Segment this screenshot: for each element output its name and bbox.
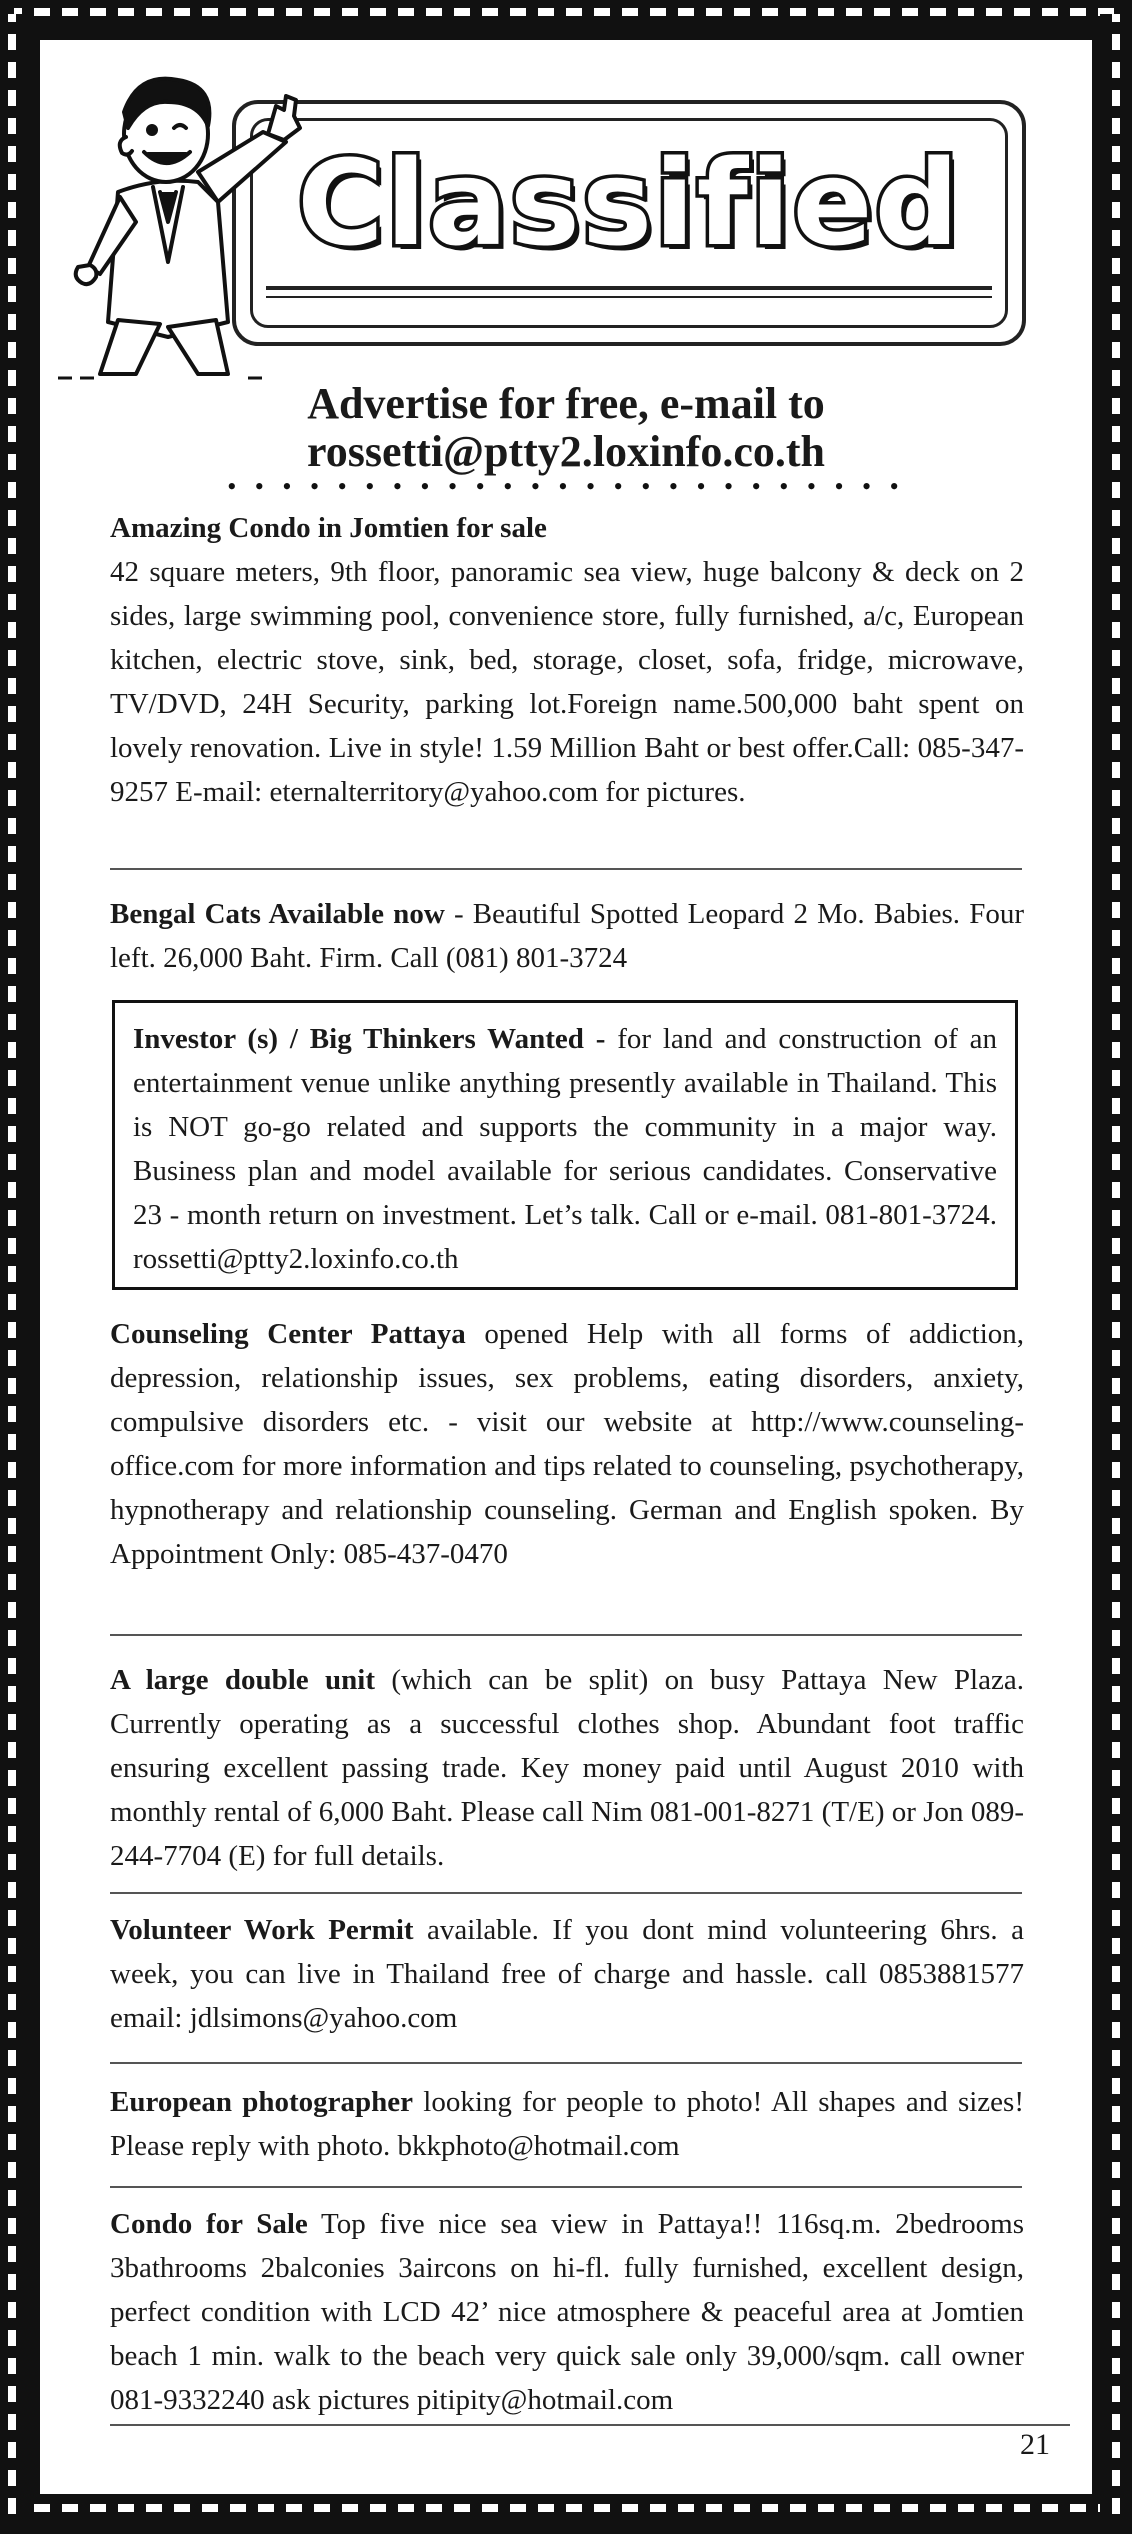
divider	[110, 2186, 1022, 2188]
divider	[110, 1892, 1022, 1894]
headline-email: rossetti@ptty2.loxinfo.co.th	[307, 427, 825, 476]
boxed-ad	[112, 1000, 1018, 1290]
ad-listing: European photographer looking for people to photo! All shapes and sizes! Please reply with photo. bkkphoto@hotmail.com	[110, 2086, 1024, 2162]
dot-divider: • • • • • • • • • • • • • • • • • • • • • • • • •	[227, 472, 905, 501]
ad-listing: Condo for Sale Top five nice sea view in Pattaya!! 116sq.m. 2bedrooms 3bathrooms 2balconies 3aircons on hi-fl. fully furnished, excellent design, perfect condition with LCD 42’ nice atmosphere & peaceful area at Jomtien beach 1 min. walk to the beach very quick sale only 39,000/sqm. call owner 081-9332240 ask pictures pitipity@hotmail.com	[110, 2208, 1024, 2416]
ad-listing: Counseling Center Pattaya opened Help with all forms of addiction, depression, relationship issues, sex problems, eating disorders, anxiety, compulsive disorders etc. - visit our website at http://www.counseling-office.com for more information and tips related to counseling, psychotherapy, hypnotherapy and relationship counseling. German and English spoken. By Appointment Only: 085-437-0470	[110, 1318, 1024, 1570]
cartoon-man-illustration	[48, 62, 348, 382]
ad-body: 42 square meters, 9th floor, panoramic sea view, huge balcony & deck on 2 sides, large swimming pool, convenience store, fully furnished, a/c, European kitchen, electric stove, sink, bed, storage, closet, sofa, fridge, microwave, TV/DVD, 24H Security, parking lot.Foreign name.500,000 baht spent on lovely renovation. Live in style! 1.59 Million Baht or best offer.Call: 085-347-9257 E-mail: eternalterritory@yahoo.com for pictures.	[110, 556, 1024, 808]
divider	[110, 2062, 1022, 2064]
divider	[110, 868, 1022, 870]
headline-line1: Advertise for free, e-mail to	[307, 379, 825, 428]
ad-heading: Amazing Condo in Jomtien for sale	[110, 512, 547, 544]
banner-underline-thin	[266, 296, 992, 298]
ad-listing: Volunteer Work Permit available. If you dont mind volunteering 6hrs. a week, you can live in Thailand free of charge and hassle. call 0853881577 email: jdlsimons@yahoo.com	[110, 1914, 1024, 2034]
ad-listing: A large double unit (which can be split) on busy Pattaya New Plaza. Currently operating as a successful clothes shop. Abundant foot traffic ensuring excellent passing trade. Key money paid until August 2010 with monthly rental of 6,000 Baht. Please call Nim 081-001-8271 (T/E) or Jon 089-244-7704 (E) for full details.	[110, 1664, 1024, 1872]
divider	[110, 1634, 1022, 1636]
footer-rule	[110, 2424, 1070, 2426]
ad-listing: Bengal Cats Available now - Beautiful Spotted Leopard 2 Mo. Babies. Four left. 26,000 Baht. Firm. Call (081) 801-3724	[110, 898, 1024, 974]
classified-title: Classified	[297, 134, 961, 272]
banner-underline	[266, 286, 992, 290]
classified-banner	[232, 100, 1026, 346]
page-number: 21	[1020, 2428, 1050, 2461]
ad-listing: Investor (s) / Big Thinkers Wanted - for land and construction of an entertainment venue unlike anything presently available in Thailand. This is NOT go-go related and supports the community in a major way. Business plan and model available for serious candidates. Conservative 23 - month return on investment. Let’s talk. Call or e-mail. 081-801-3724. rossetti@ptty2.loxinfo.co.th	[133, 1023, 997, 1275]
